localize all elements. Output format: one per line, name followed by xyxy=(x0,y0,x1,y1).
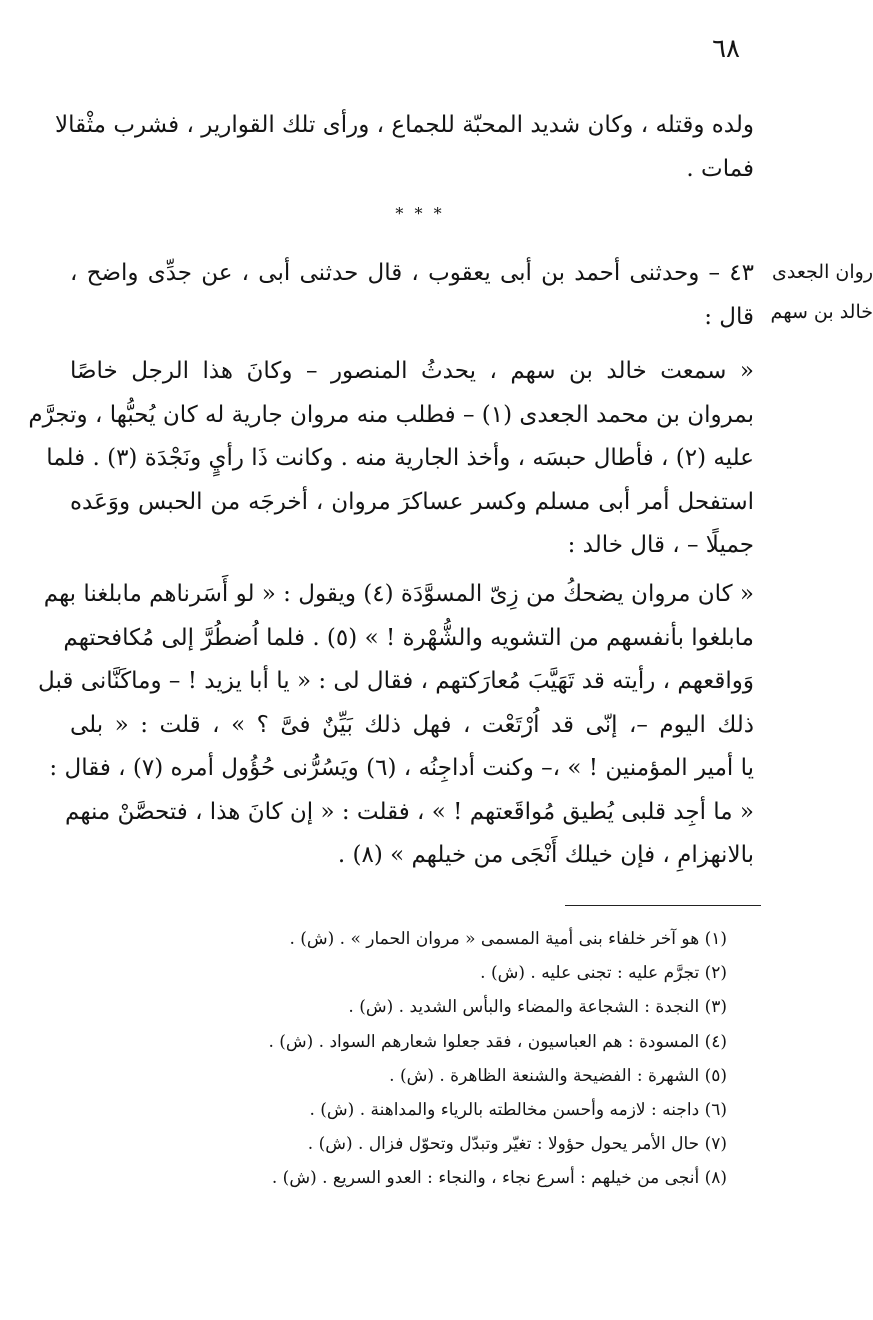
text-line: بالانهزامِ ، فإن خيلك أَنْجَى من خيلهم » (٨) . xyxy=(337,842,754,868)
margin-note-line: روان الجعدى xyxy=(772,261,873,283)
footnote: (٢) تجرَّم عليه : تجنى عليه . (ش) . xyxy=(480,963,727,984)
paragraph-hadith-43-intro xyxy=(70,252,754,339)
footnote: (٧) حال الأمر يحول حؤولا : تغيّر وتبدّل وتحوّل فزال . (ش) . xyxy=(307,1134,727,1155)
text-line: قال : xyxy=(704,303,754,330)
text-line: بمروان بن محمد الجعدى (١) – فطلب منه مروان جارية له كان يُحبُّها ، وتجرَّم xyxy=(28,401,754,428)
footnote-divider xyxy=(565,905,761,906)
footnote: (٤) المسودة : هم العباسيون ، فقد جعلوا شعارهم السواد . (ش) . xyxy=(268,1031,727,1052)
footnote: (٦) داجنه : لازمه وأحسن مخالطته بالرياء والمداهنة . (ش) . xyxy=(309,1100,727,1121)
footnote: (٥) الشهرة : الفضيحة والشنعة الظاهرة . (ش) . xyxy=(389,1065,727,1086)
text-line: عليه (٢) ، فأطال حبسَه ، وأخذ الجارية منه . وكانت ذَا رأيٍ ونَجْدَة (٣) . فلما xyxy=(46,445,754,471)
text-line: يا أمير المؤمنين ! » ،– وكنت أداجِنُه ، (٦) ويَسُرُّنى حُؤُول أمره (٧) ، فقال : xyxy=(49,755,754,781)
margin-note xyxy=(770,252,873,332)
text-line: ذلك اليوم –، إنّى قد اُرْتَعْت ، فهل ذلك بَيِّنٌ فىَّ ؟ » ، قلت : « بلى xyxy=(70,711,754,738)
paragraph-khalid-narration xyxy=(28,350,754,568)
footnotes xyxy=(150,922,727,1196)
text-line: فمات . xyxy=(686,155,754,182)
text-line: « كان مروان يضحكُ من زِىّ المسوَّدَة (٤) ويقول : « لو أَسَرناهم مابلغنا بهم xyxy=(43,581,754,607)
text-line: وَواقعهم ، رأيته قد تَهَيَّبَ مُعارَكتهم ، فقال لى : « يا أبا يزيد ! – وماكَنَّانى قبل xyxy=(38,668,754,694)
text-line: ولده وقتله ، وكان شديد المحبّة للجماع ، ورأى تلك القوارير ، فشرب مثْقالا xyxy=(54,112,754,138)
text-line: مابلغوا بأنفسهم من التشويه والشُّهْرة ! » (٥) . فلما اُضطُرَّ إلى مُكافحتهم xyxy=(63,624,754,651)
text-line: استفحل أمر أبى مسلم وكسر عساكرَ مروان ، أخرجَه من الحبس ووَعَده xyxy=(70,488,754,515)
footnote: (٣) النجدة : الشجاعة والمضاء والبأس الشديد . (ش) . xyxy=(348,997,727,1018)
section-separator: * * * xyxy=(395,204,445,223)
footnote: (٨) أنجى من خيلهم : أسرع نجاء ، والنجاء : العدو السريع . (ش) . xyxy=(271,1168,727,1189)
margin-note-line: خالد بن سهم xyxy=(770,301,873,323)
paragraph-marwan-story xyxy=(38,573,754,878)
text-line: ٤٣ – وحدثنى أحمد بن أبى يعقوب ، قال حدثنى أبى ، عن جدِّى واضح ، xyxy=(70,260,754,286)
paragraph-continuation xyxy=(54,104,754,191)
text-line: « ما أجِد قلبى يُطيق مُواقَعتهم ! » ، فقلت : « إن كانَ هذا ، فتحصَّنْ منهم xyxy=(65,798,754,825)
text-line: « سمعت خالد بن سهم ، يحدثُ المنصور – وكانَ هذا الرجل خاصًا xyxy=(70,358,754,384)
page-number: ٦٨ xyxy=(712,34,740,64)
text-line: جميلًا – ، قال خالد : xyxy=(567,532,754,558)
footnote: (١) هو آخر خلفاء بنى أمية المسمى « مروان الحمار » . (ش) . xyxy=(289,929,727,949)
